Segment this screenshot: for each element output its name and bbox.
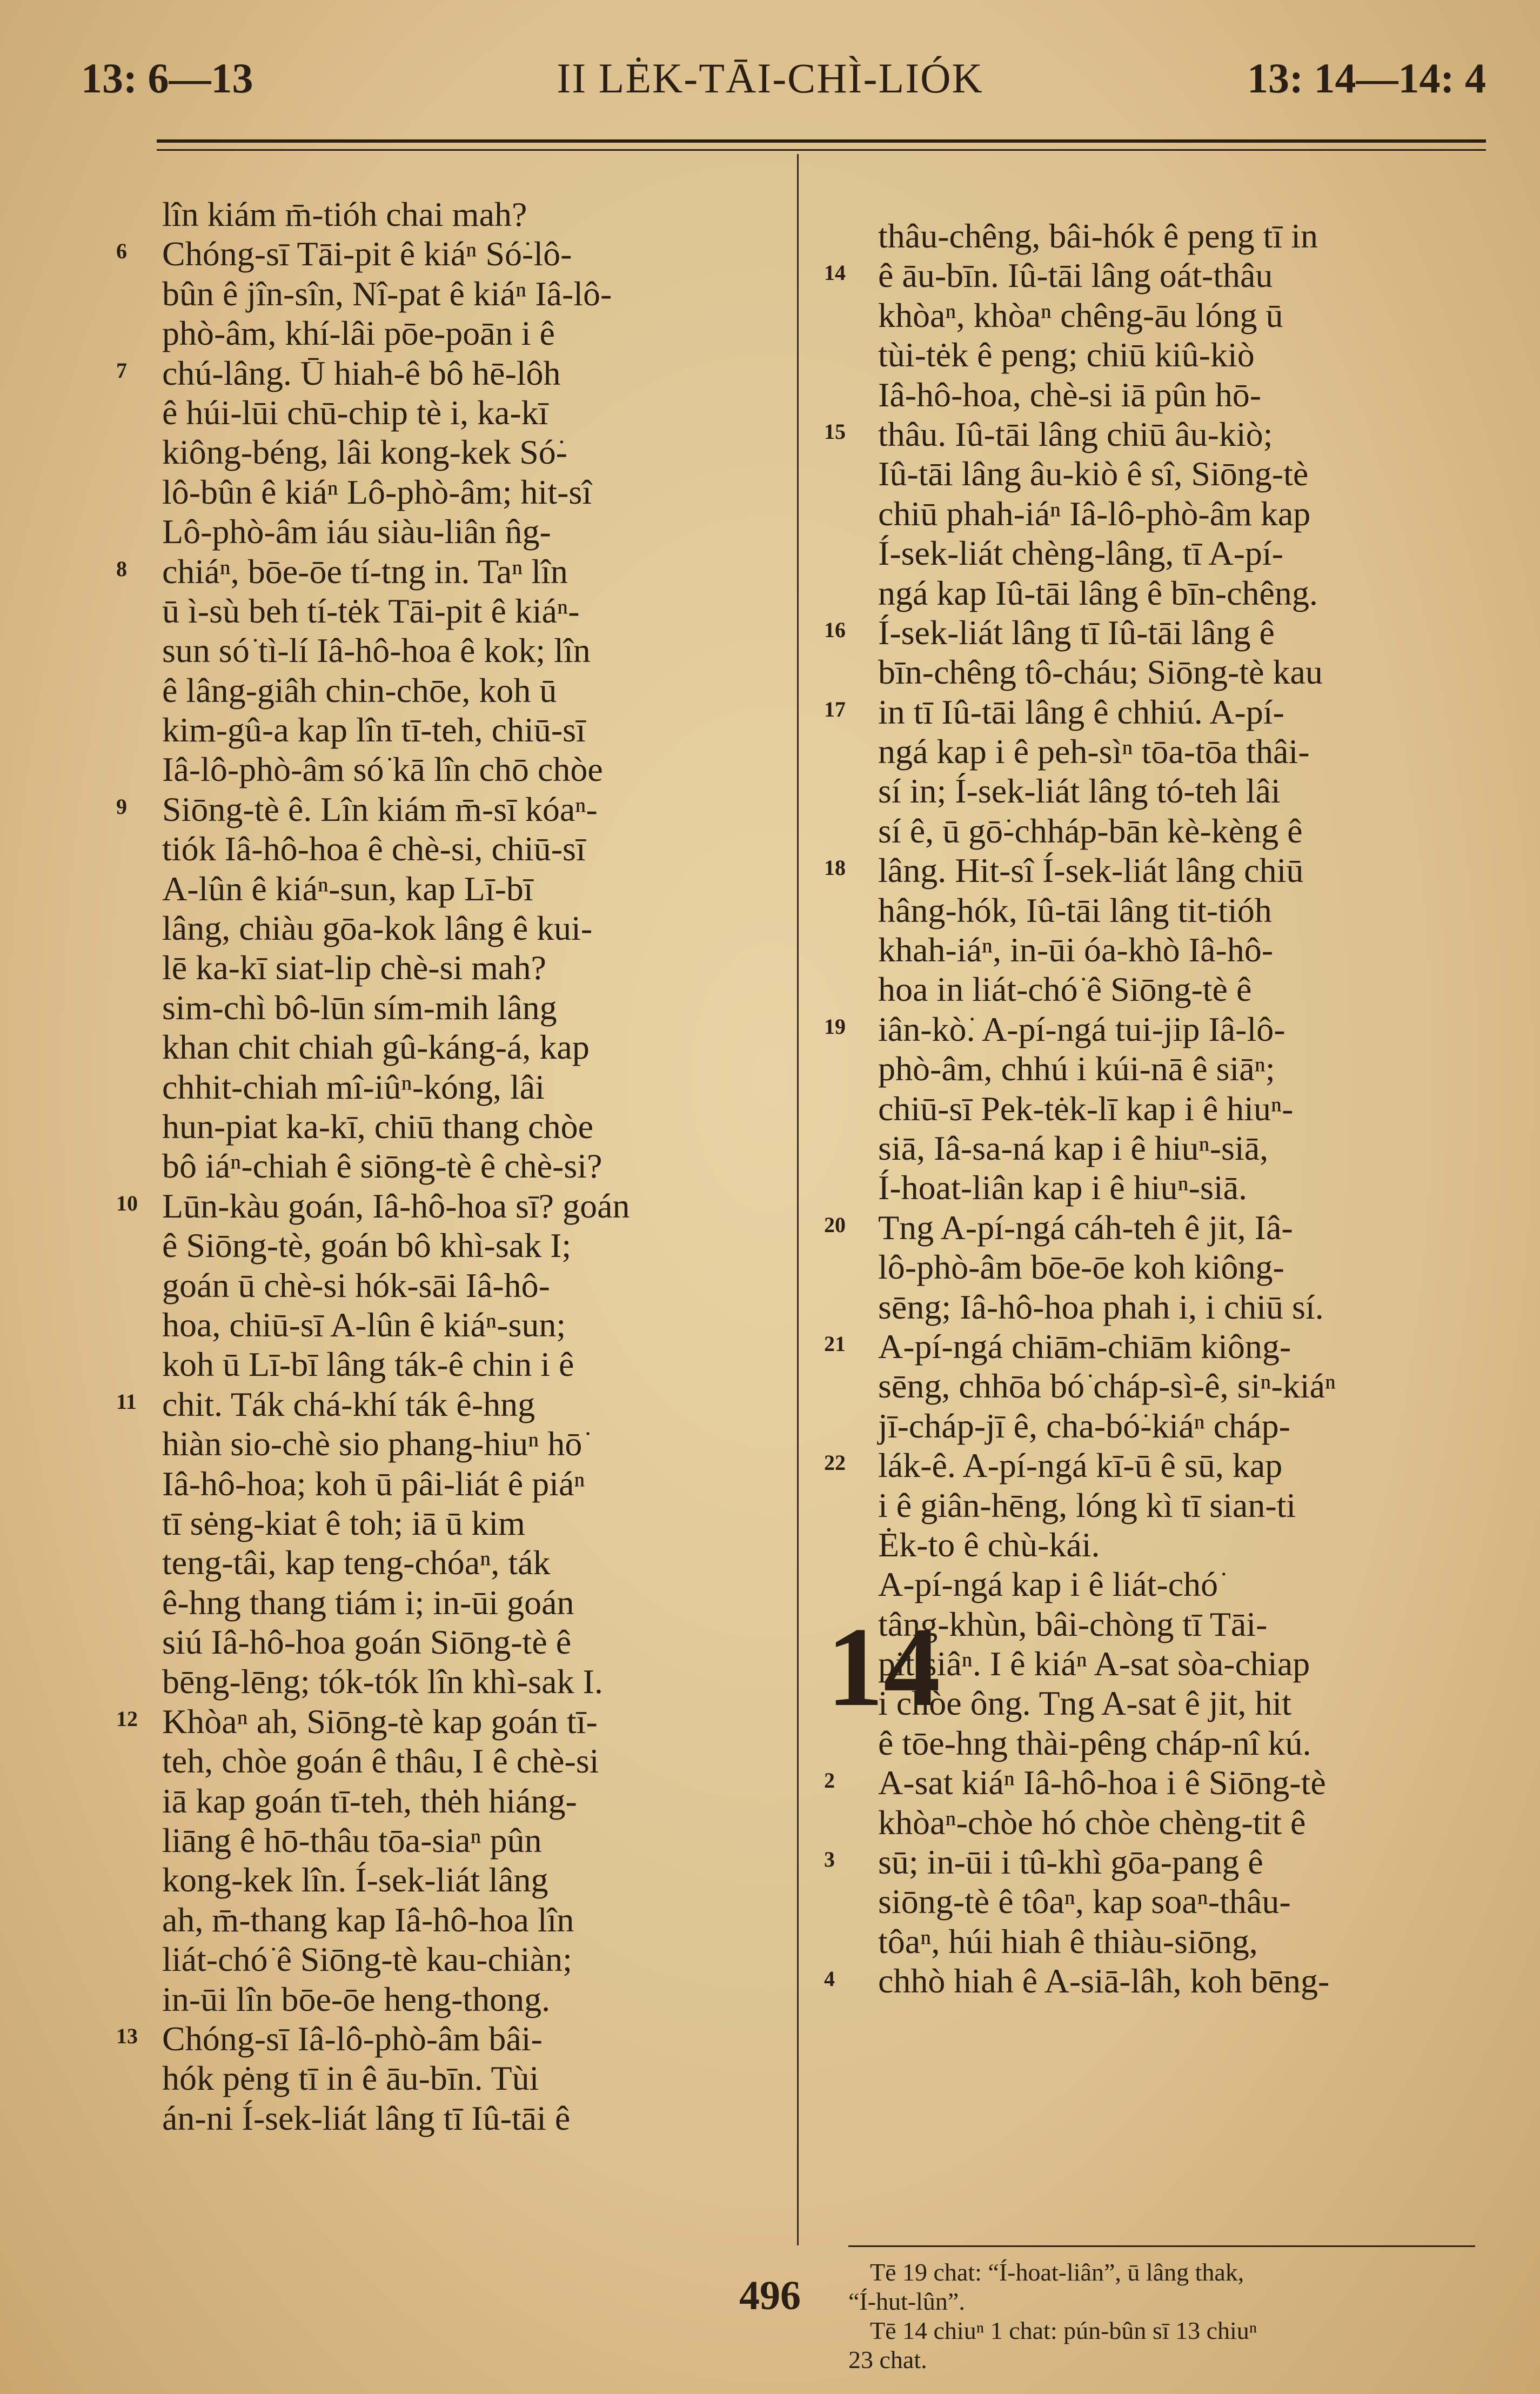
left-column-line: Siōng-tè ê. Lîn kiám m̄-sī kóaⁿ-: [162, 790, 598, 828]
right-column-line: khòaⁿ-chòe hó chòe chèng-tit ê: [878, 1803, 1306, 1842]
right-column-line: chhò hiah ê A-siā-lâh, koh bēng-: [878, 1962, 1330, 2001]
left-verse-number: 7: [116, 358, 127, 383]
left-column-line: Iâ-hô-hoa; koh ū pâi-liát ê piáⁿ: [162, 1464, 585, 1503]
left-column-line: ê lâng-giâh chin-chōe, koh ū: [162, 671, 557, 710]
right-column-line: ê tōe-hng thài-pêng cháp-nî kú.: [878, 1723, 1311, 1762]
left-column-line: chit. Ták chá-khí ták ê-hng: [162, 1385, 535, 1423]
left-column-line: tiók Iâ-hô-hoa ê chè-si, chiū-sī: [162, 830, 586, 868]
right-column-line: ê āu-bīn. Iû-tāi lâng oát-thâu: [878, 256, 1273, 295]
footnote-rule: [848, 2245, 1475, 2247]
right-column-line: sí in; Í-sek-liát lâng tó-teh lâi: [878, 772, 1281, 811]
right-verse-number: 19: [824, 1014, 846, 1039]
left-column-line: ê-hng thang tiám i; in-ūi goán: [162, 1583, 574, 1622]
left-column-line: liát-chó͘ ê Siōng-tè kau-chiàn;: [162, 1940, 572, 1979]
right-column-line: tùi-tėk ê peng; chiū kiû-kiò: [878, 336, 1255, 375]
right-column-line: ngá kap Iû-tāi lâng ê bīn-chêng.: [878, 573, 1318, 612]
left-verse-number: 9: [116, 794, 127, 819]
right-column-line: bīn-chêng tô-cháu; Siōng-tè kau: [878, 653, 1323, 692]
right-column-line: Iû-tāi lâng âu-kiò ê sî, Siōng-tè: [878, 454, 1309, 493]
right-verse-number: 4: [824, 1966, 835, 1991]
right-column-line: lô-phò-âm bōe-ōe koh kiông-: [878, 1248, 1284, 1287]
left-column-text: [162, 195, 775, 2138]
right-verse-number: 20: [824, 1213, 846, 1237]
left-column-line: bûn ê jîn-sîn, Nî-pat ê kiáⁿ Iâ-lô-: [162, 274, 612, 313]
right-column-line: sēng; Iâ-hô-hoa phah i, i chiū sí.: [878, 1287, 1324, 1326]
left-column-line: siú Iâ-hô-hoa goán Siōng-tè ê: [162, 1623, 572, 1662]
right-column-line: chiū phah-iáⁿ Iâ-lô-phò-âm kap: [878, 494, 1311, 533]
right-column-line: phò-âm, chhú i kúi-nā ê siāⁿ;: [878, 1049, 1275, 1088]
right-column-line: chiū-sī Pek-tėk-lī kap i ê hiuⁿ-: [878, 1089, 1294, 1128]
left-column-line: lâng, chiàu gōa-kok lâng ê kui-: [162, 909, 593, 948]
right-column-line: Í-sek-liát chèng-lâng, tī A-pí-: [878, 534, 1283, 573]
right-verse-number: 3: [824, 1847, 835, 1872]
left-column-line: iā kap goán tī-teh, thėh hiáng-: [162, 1781, 577, 1820]
left-column-line: lîn kiám m̄-tióh chai mah?: [162, 195, 527, 233]
left-column-line: sim-chì bô-lūn sím-mih lâng: [162, 988, 557, 1027]
left-column-line: sun só͘ tì-lí Iâ-hô-hoa ê kok; lîn: [162, 631, 591, 670]
left-column-line: kiông-béng, lâi kong-kek Só͘-: [162, 433, 568, 472]
left-verse-number: 12: [116, 1707, 138, 1731]
left-column-line: hók pėng tī in ê āu-bīn. Tùi: [162, 2059, 539, 2098]
right-column-line: Iâ-hô-hoa, chè-si iā pûn hō-: [878, 375, 1262, 414]
left-column-line: ê Siōng-tè, goán bô khì-sak I;: [162, 1226, 572, 1265]
left-column-line: chú-lâng. Ū hiah-ê bô hē-lôh: [162, 353, 561, 392]
right-column-line: tâng-khùn, bâi-chòng tī Tāi-: [878, 1604, 1268, 1643]
right-column-line: pit siâⁿ. I ê kiáⁿ A-sat sòa-chiap: [878, 1644, 1310, 1683]
left-column-line: hoa, chiū-sī A-lûn ê kiáⁿ-sun;: [162, 1305, 566, 1344]
left-column-line: goán ū chè-si hók-sāi Iâ-hô-: [162, 1266, 550, 1305]
footnote-line: Tē 19 chat: “Í-hoat-liân”, ū lâng thak,: [870, 2258, 1244, 2286]
right-column-line: hoa in liát-chó͘ ê Siōng-tè ê: [878, 970, 1252, 1009]
left-column-line: tī sėng-kiat ê toh; iā ū kim: [162, 1503, 525, 1542]
right-column-text: [878, 216, 1483, 2001]
right-column-line: siā, Iâ-sa-ná kap i ê hiuⁿ-siā,: [878, 1128, 1269, 1167]
right-column-line: ngá kap i ê peh-sìⁿ tōa-tōa thâi-: [878, 732, 1310, 771]
left-column-line: bô iáⁿ-chiah ê siōng-tè ê chè-si?: [162, 1147, 602, 1186]
right-column-line: hâng-hók, Iû-tāi lâng tit-tióh: [878, 891, 1272, 929]
left-verse-number: 13: [116, 2024, 138, 2049]
right-column-line: lák-ê. A-pí-ngá kī-ū ê sū, kap: [878, 1446, 1283, 1485]
right-column-line: i chòe ông. Tng A-sat ê jit, hit: [878, 1684, 1291, 1723]
right-verse-number: 2: [824, 1768, 835, 1793]
column-divider: [797, 154, 799, 2245]
right-verse-number: 17: [824, 697, 846, 721]
right-column-line: jī-cháp-jī ê, cha-bó͘-kiáⁿ cháp-: [878, 1406, 1290, 1445]
left-column-line: teh, chòe goán ê thâu, I ê chè-si: [162, 1742, 599, 1781]
right-column-line: A-pí-ngá kap i ê liát-chó͘: [878, 1565, 1218, 1604]
footnote-line: 23 chat.: [848, 2346, 927, 2373]
right-verse-number: 21: [824, 1332, 846, 1356]
left-verse-number: 11: [116, 1389, 137, 1414]
right-column-line: Í-sek-liát lâng tī Iû-tāi lâng ê: [878, 613, 1275, 652]
left-column-line: chiáⁿ, bōe-ōe tí-tng in. Taⁿ lîn: [162, 552, 568, 591]
left-column-line: hiàn sio-chè sio phang-hiuⁿ hō͘: [162, 1425, 582, 1463]
right-column-line: A-pí-ngá chiām-chiām kiông-: [878, 1327, 1291, 1366]
right-column-line: iân-kò͘. A-pí-ngá tui-jip Iâ-lô-: [878, 1009, 1285, 1048]
right-column-line: Tng A-pí-ngá cáh-teh ê jit, Iâ-: [878, 1208, 1293, 1247]
left-column-line: kong-kek lîn. Í-sek-liát lâng: [162, 1861, 548, 1900]
left-column-line: ū ì-sù beh tí-tėk Tāi-pit ê kiáⁿ-: [162, 591, 580, 630]
right-column-line: A-sat kiáⁿ Iâ-hô-hoa i ê Siōng-tè: [878, 1763, 1326, 1802]
header-rule-thick: [157, 139, 1486, 143]
left-column-line: Iâ-lô-phò-âm só͘ kā lîn chō chòe: [162, 750, 603, 789]
left-column-line: Khòaⁿ ah, Siōng-tè kap goán tī-: [162, 1702, 598, 1741]
left-column-line: liāng ê hō-thâu tōa-siaⁿ pûn: [162, 1821, 542, 1860]
left-column-line: teng-tâi, kap teng-chóaⁿ, ták: [162, 1543, 551, 1582]
left-column-line: in-ūi lîn bōe-ōe heng-thong.: [162, 1980, 551, 2018]
right-column-line: khòaⁿ, khòaⁿ chêng-āu lóng ū: [878, 296, 1283, 335]
left-column-line: lô-bûn ê kiáⁿ Lô-phò-âm; hit-sî: [162, 472, 592, 511]
header-right-reference: 13: 14—14: 4: [1247, 55, 1486, 102]
right-column-line: sí ê, ū gō͘-chháp-bān kè-kèng ê: [878, 811, 1303, 850]
header-left-reference: 13: 6—13: [81, 55, 253, 102]
right-column-line: Ėk-to ê chù-kái.: [878, 1525, 1100, 1564]
left-column-line: koh ū Lī-bī lâng ták-ê chin i ê: [162, 1345, 574, 1384]
right-verse-number: 14: [824, 260, 846, 285]
right-verse-number: 16: [824, 618, 846, 642]
left-column-line: phò-âm, khí-lâi pōe-poān i ê: [162, 314, 555, 353]
running-title: II LĖK-TĀI-CHÌ-LIÓK: [557, 55, 983, 102]
right-column-line: siōng-tè ê tôaⁿ, kap soaⁿ-thâu-: [878, 1882, 1291, 1921]
right-verse-number: 18: [824, 855, 846, 880]
left-column-line: Chóng-sī Iâ-lô-phò-âm bâi-: [162, 2019, 543, 2058]
left-column-line: khan chit chiah gû-káng-á, kap: [162, 1028, 590, 1067]
left-column-line: kim-gû-a kap lîn tī-teh, chiū-sī: [162, 711, 586, 750]
right-column-line: sēng, chhōa bó͘ cháp-sì-ê, siⁿ-kiáⁿ: [878, 1367, 1336, 1406]
left-column-line: ah, m̄-thang kap Iâ-hô-hoa lîn: [162, 1900, 574, 1939]
left-column-line: hun-piat ka-kī, chiū thang chòe: [162, 1107, 593, 1146]
left-verse-number: 10: [116, 1191, 138, 1215]
footnote-line: “Í-hut-lûn”.: [848, 2288, 965, 2315]
left-verse-number: 6: [116, 239, 127, 264]
footnote-line: Tē 14 chiuⁿ 1 chat: pún-bûn sī 13 chiuⁿ: [870, 2317, 1257, 2344]
left-column-line: án-ni Í-sek-liát lâng tī Iû-tāi ê: [162, 2098, 571, 2137]
right-column-line: i ê giân-hēng, lóng kì tī sian-ti: [878, 1486, 1296, 1524]
chapter-drop-number: 14: [827, 1604, 940, 1730]
right-column-line: lâng. Hit-sî Í-sek-liát lâng chiū: [878, 851, 1304, 890]
left-column-line: Chóng-sī Tāi-pit ê kiáⁿ Só͘-lô-: [162, 235, 572, 273]
left-column-line: lē ka-kī siat-lip chè-si mah?: [162, 948, 546, 987]
left-column-line: bēng-lēng; tók-tók lîn khì-sak I.: [162, 1662, 603, 1701]
right-column-line: Í-hoat-liân kap i ê hiuⁿ-siā.: [878, 1168, 1248, 1207]
header-rule-thin: [157, 149, 1486, 151]
right-column-line: sū; in-ūi i tû-khì gōa-pang ê: [878, 1843, 1263, 1882]
right-column-line: thâu. Iû-tāi lâng chiū âu-kiò;: [878, 414, 1273, 453]
left-column-line: A-lûn ê kiáⁿ-sun, kap Lī-bī: [162, 869, 533, 908]
left-column-line: chhit-chiah mî-iûⁿ-kóng, lâi: [162, 1067, 545, 1106]
right-column-line: tôaⁿ, húi hiah ê thiàu-siōng,: [878, 1922, 1258, 1961]
left-column-line: Lô-phò-âm iáu siàu-liân n̂g-: [162, 512, 551, 551]
left-column-line: ê húi-lūi chū-chip tè i, ka-kī: [162, 393, 548, 432]
right-verse-number: 15: [824, 419, 846, 444]
left-column-line: Lūn-kàu goán, Iâ-hô-hoa sī? goán: [162, 1186, 630, 1225]
right-column-line: khah-iáⁿ, in-ūi óa-khò Iâ-hô-: [878, 931, 1273, 969]
right-column-line: in tī Iû-tāi lâng ê chhiú. A-pí-: [878, 692, 1284, 731]
right-verse-number: 22: [824, 1450, 846, 1475]
left-verse-number: 8: [116, 556, 127, 581]
page-number: 496: [739, 2273, 801, 2318]
right-column-line: thâu-chêng, bâi-hók ê peng tī in: [878, 217, 1318, 255]
